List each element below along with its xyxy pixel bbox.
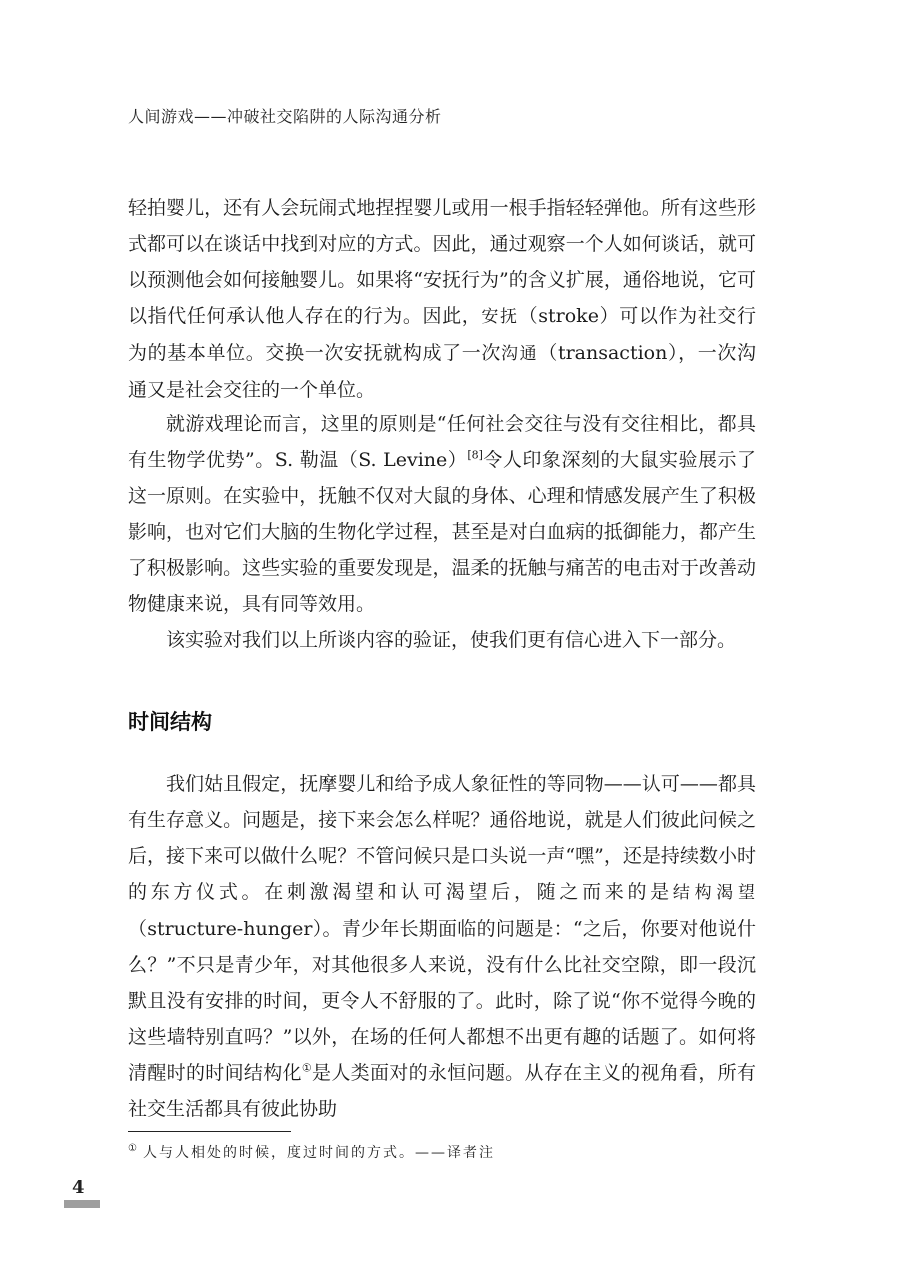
page-number: 4 [72,1177,85,1198]
footnote-reference[interactable]: ① [301,1061,313,1075]
para3-text: 该实验对我们以上所谈内容的验证，使我们更有信心进入下一部分。 [166,629,737,651]
term-transaction: 沟通 [501,344,539,364]
footnote-mark: ① [128,1143,137,1155]
para1-text-c: （transaction），一次沟通又是社会交往的一个单位。 [128,342,757,401]
body-paragraph-2 [128,406,756,622]
running-head: 人间游戏——冲破社交陷阱的人际沟通分析 [128,107,442,126]
para2-text-b: 令人印象深刻的大鼠实验展示了这一原则。在实验中，抚触不仅对大鼠的身体、心理和情感发展产生了积极影响，也对它们大脑的生物化学过程，甚至是对白血病的抵御能力，都产生了积极影响。这些实验的重要发现是，温柔的抚触与痛苦的电击对于改善动物健康来说，具有同等效用。 [128,449,756,615]
para1-text-b: （stroke）可以作为社交行为的基本单位。交换一次安抚就构成了一次 [128,305,756,364]
body-paragraph-3 [128,622,756,658]
para2-text-a: 就游戏理论而言，这里的原则是“任何社会交往与没有交往相比，都具有生物学优势”。S. 勒温（S. Levine） [128,413,756,471]
para4-text-c: 是人类面对的永恒问题。从存在主义的视角看，所有社交生活都具有彼此协助 [128,1062,756,1120]
footnote-divider [128,1131,291,1132]
citation-marker: [8] [467,448,483,462]
term-stroke: 安抚 [481,307,519,327]
section-heading: 时间结构 [128,710,212,734]
para1-text-a: 轻拍婴儿，还有人会玩闹式地捏捏婴儿或用一根手指轻轻弹他。所有这些形式都可以在谈话中找到对应的方式。因此，通过观察一个人如何谈话，就可以预测他会如何接触婴儿。如果将“安抚行为”的含义扩展，通俗地说，它可以指代任何承认他人存在的行为。因此， [128,197,756,327]
footnote-text: 人与人相处的时候，度过时间的方式。——译者注 [142,1145,495,1161]
body-paragraph-1 [128,190,756,408]
term-structure-hunger: 结构渴望 [672,883,756,903]
body-paragraph-4 [128,766,756,1127]
para4-text-a: 我们姑且假定，抚摩婴儿和给予成人象征性的等同物——认可——都具有生存意义。问题是，接下来会怎么样呢？通俗地说，就是人们彼此问候之后，接下来可以做什么呢？不管问候只是口头说一声“嘿”，还是持续数小时的东方仪式。在刺激渴望和认可渴望后，随之而来的是 [128,773,756,903]
footnote [128,1142,495,1164]
para4-text-b: （structure-hunger）。青少年长期面临的问题是：“之后，你要对他说什么？”不只是青少年，对其他很多人来说，没有什么比社交空隙，即一段沉默且没有安排的时间，更令人不舒服的了。此时，除了说“你不觉得今晚的这些墙特别直吗？”以外，在场的任何人都想不出更有趣的话题了。如何将清醒时的时间结构化 [128,918,756,1084]
page-number-bar [64,1200,100,1208]
